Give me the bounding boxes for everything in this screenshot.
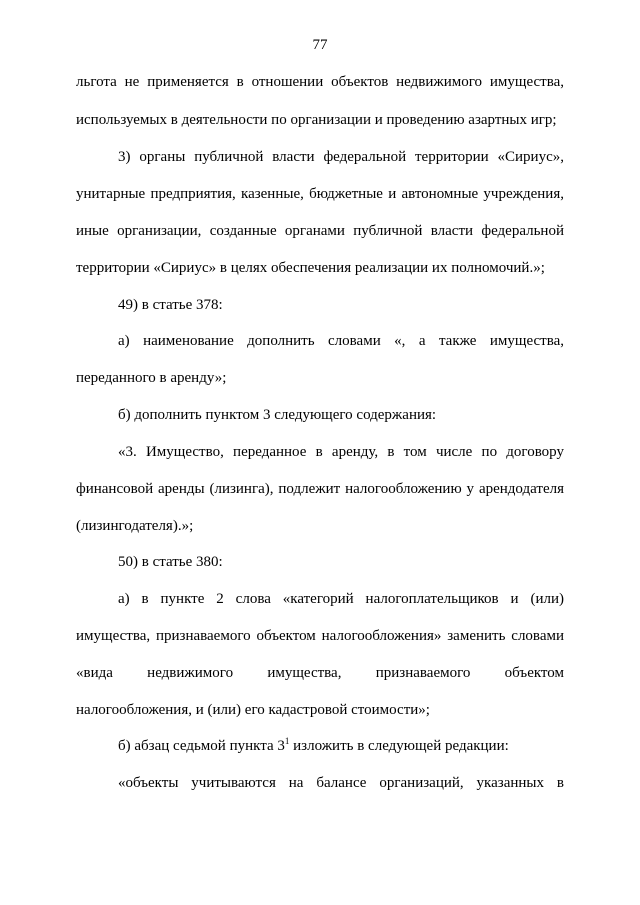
paragraph-first-line: 3) органы публичной власти федеральной территории «Сириус», [118,149,564,165]
text-fragment: изложить в следующей редакции: [289,738,509,754]
text-line: иные организации, созданные органами публичной власти федеральной [76,223,564,239]
text-line: имущества, признаваемого объектом налогообложения» заменить словами [76,628,564,644]
text-line: унитарные предприятия, казенные, бюджетные и автономные учреждения, [76,186,564,202]
text-line: льгота не применяется в отношении объектов недвижимого имущества, [76,74,564,90]
paragraph-first-line: б) дополнить пунктом 3 следующего содержания: [118,407,437,423]
text-line: переданного в аренду»; [76,370,227,386]
paragraph-first-line [118,736,564,756]
text-fragment: б) абзац седьмой пункта 3 [118,738,285,754]
paragraph-first-line: а) в пункте 2 слова «категорий налогоплательщиков и (или) [118,591,564,607]
text-line: (лизингодателя).»; [76,518,194,534]
page-number: 77 [312,37,328,53]
paragraph-first-line: «3. Имущество, переданное в аренду, в том числе по договору [118,444,564,460]
text-line: территории «Сириус» в целях обеспечения реализации их полномочий.»; [76,260,545,276]
paragraph-first-line: «объекты учитываются на балансе организаций, указанных в [118,775,564,791]
text-line: финансовой аренды (лизинга), подлежит налогообложению у арендодателя [76,481,564,497]
text-line: «вида недвижимого имущества, признаваемого объектом [76,665,564,681]
paragraph-first-line: а) наименование дополнить словами «, а также имущества, [118,333,564,349]
superscript: 1 [284,736,290,746]
paragraph-heading: 50) в статье 380: [118,554,223,570]
text-line: используемых в деятельности по организации и проведению азартных игр; [76,112,557,128]
text-line: налогообложения, и (или) его кадастровой стоимости»; [76,702,430,718]
paragraph-heading: 49) в статье 378: [118,297,223,313]
